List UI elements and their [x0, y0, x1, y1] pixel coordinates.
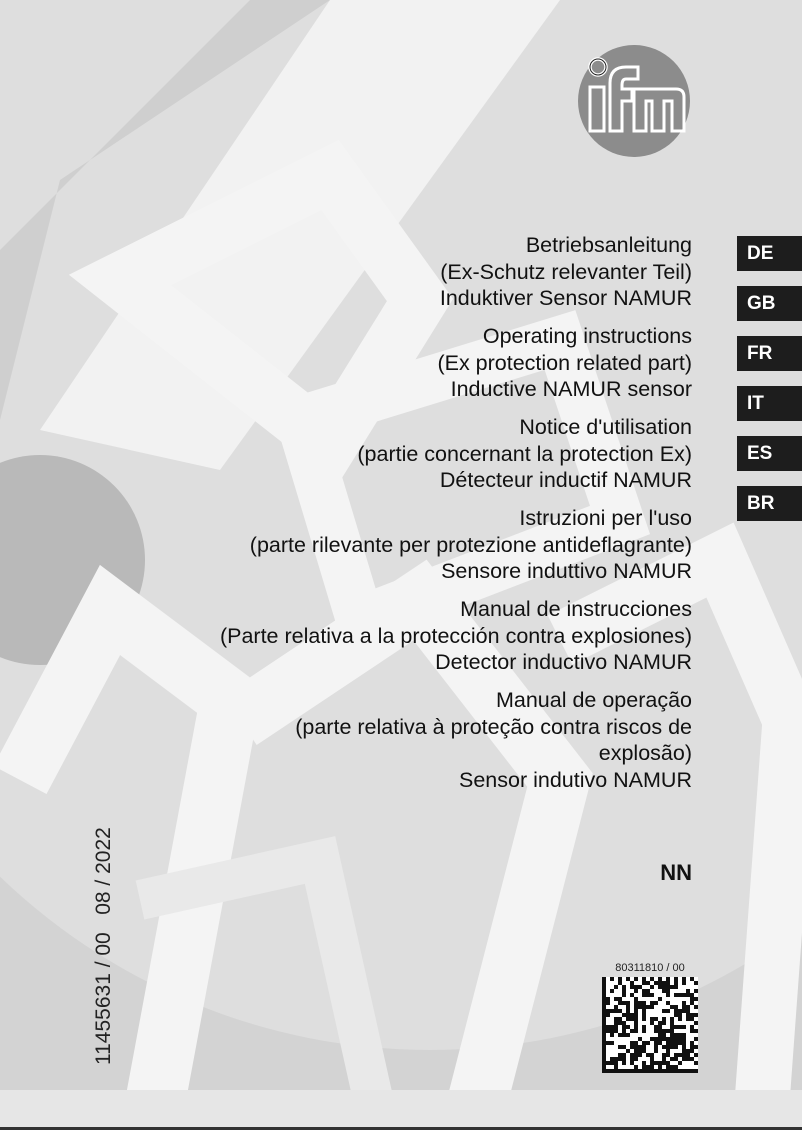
title-line: Istruzioni per l'uso [519, 506, 692, 530]
title-line: Détecteur inductif NAMUR [439, 468, 692, 492]
title-line: (parte relativa à proteção contra riscos de [295, 714, 692, 739]
title-line: Operating instructions [482, 324, 692, 348]
title-line: Inductive NAMUR sensor [450, 377, 692, 401]
title-line: Induktiver Sensor NAMUR [439, 286, 692, 310]
title-block-es [132, 596, 692, 676]
title-line: (partie concernant la protection Ex) [357, 441, 692, 466]
title-line: Manual de operação [495, 688, 692, 712]
lang-tab-gb[interactable]: GB [737, 286, 802, 321]
title-line: Sensore induttivo NAMUR [441, 559, 692, 583]
lang-tab-de[interactable]: DE [737, 236, 802, 271]
title-line: (Parte relativa a la protección contra explosiones) [219, 623, 692, 648]
lang-tab-it[interactable]: IT [737, 386, 802, 421]
datamatrix-label: 80311810 / 00 [615, 962, 685, 974]
model-code: NN [660, 860, 692, 885]
language-tabs [737, 236, 802, 536]
title-line: Manual de instrucciones [460, 597, 692, 621]
title-block-it [132, 505, 692, 585]
title-block-br [132, 687, 692, 793]
title-line: (parte rilevante per protezione antideflagrante) [249, 532, 692, 557]
title-block-de [132, 232, 692, 312]
datamatrix-code [602, 977, 698, 1073]
title-block-fr [132, 414, 692, 494]
title-line: Detector inductivo NAMUR [435, 650, 692, 674]
title-line: Betriebsanleitung [525, 233, 692, 257]
lang-tab-br[interactable]: BR [737, 486, 802, 521]
title-list [132, 232, 692, 805]
document-number: 11455631 / 00 08 / 2022 [92, 827, 115, 1065]
ifm-logo [576, 43, 692, 159]
title-line: (Ex protection related part) [437, 350, 692, 375]
title-block-gb [132, 323, 692, 403]
title-line: Sensor indutivo NAMUR [458, 767, 692, 792]
lang-tab-es[interactable]: ES [737, 436, 802, 471]
title-line: Notice d'utilisation [519, 415, 692, 439]
title-line: (Ex-Schutz relevanter Teil) [440, 259, 692, 284]
title-line: explosão) [598, 741, 692, 765]
lang-tab-fr[interactable]: FR [737, 336, 802, 371]
